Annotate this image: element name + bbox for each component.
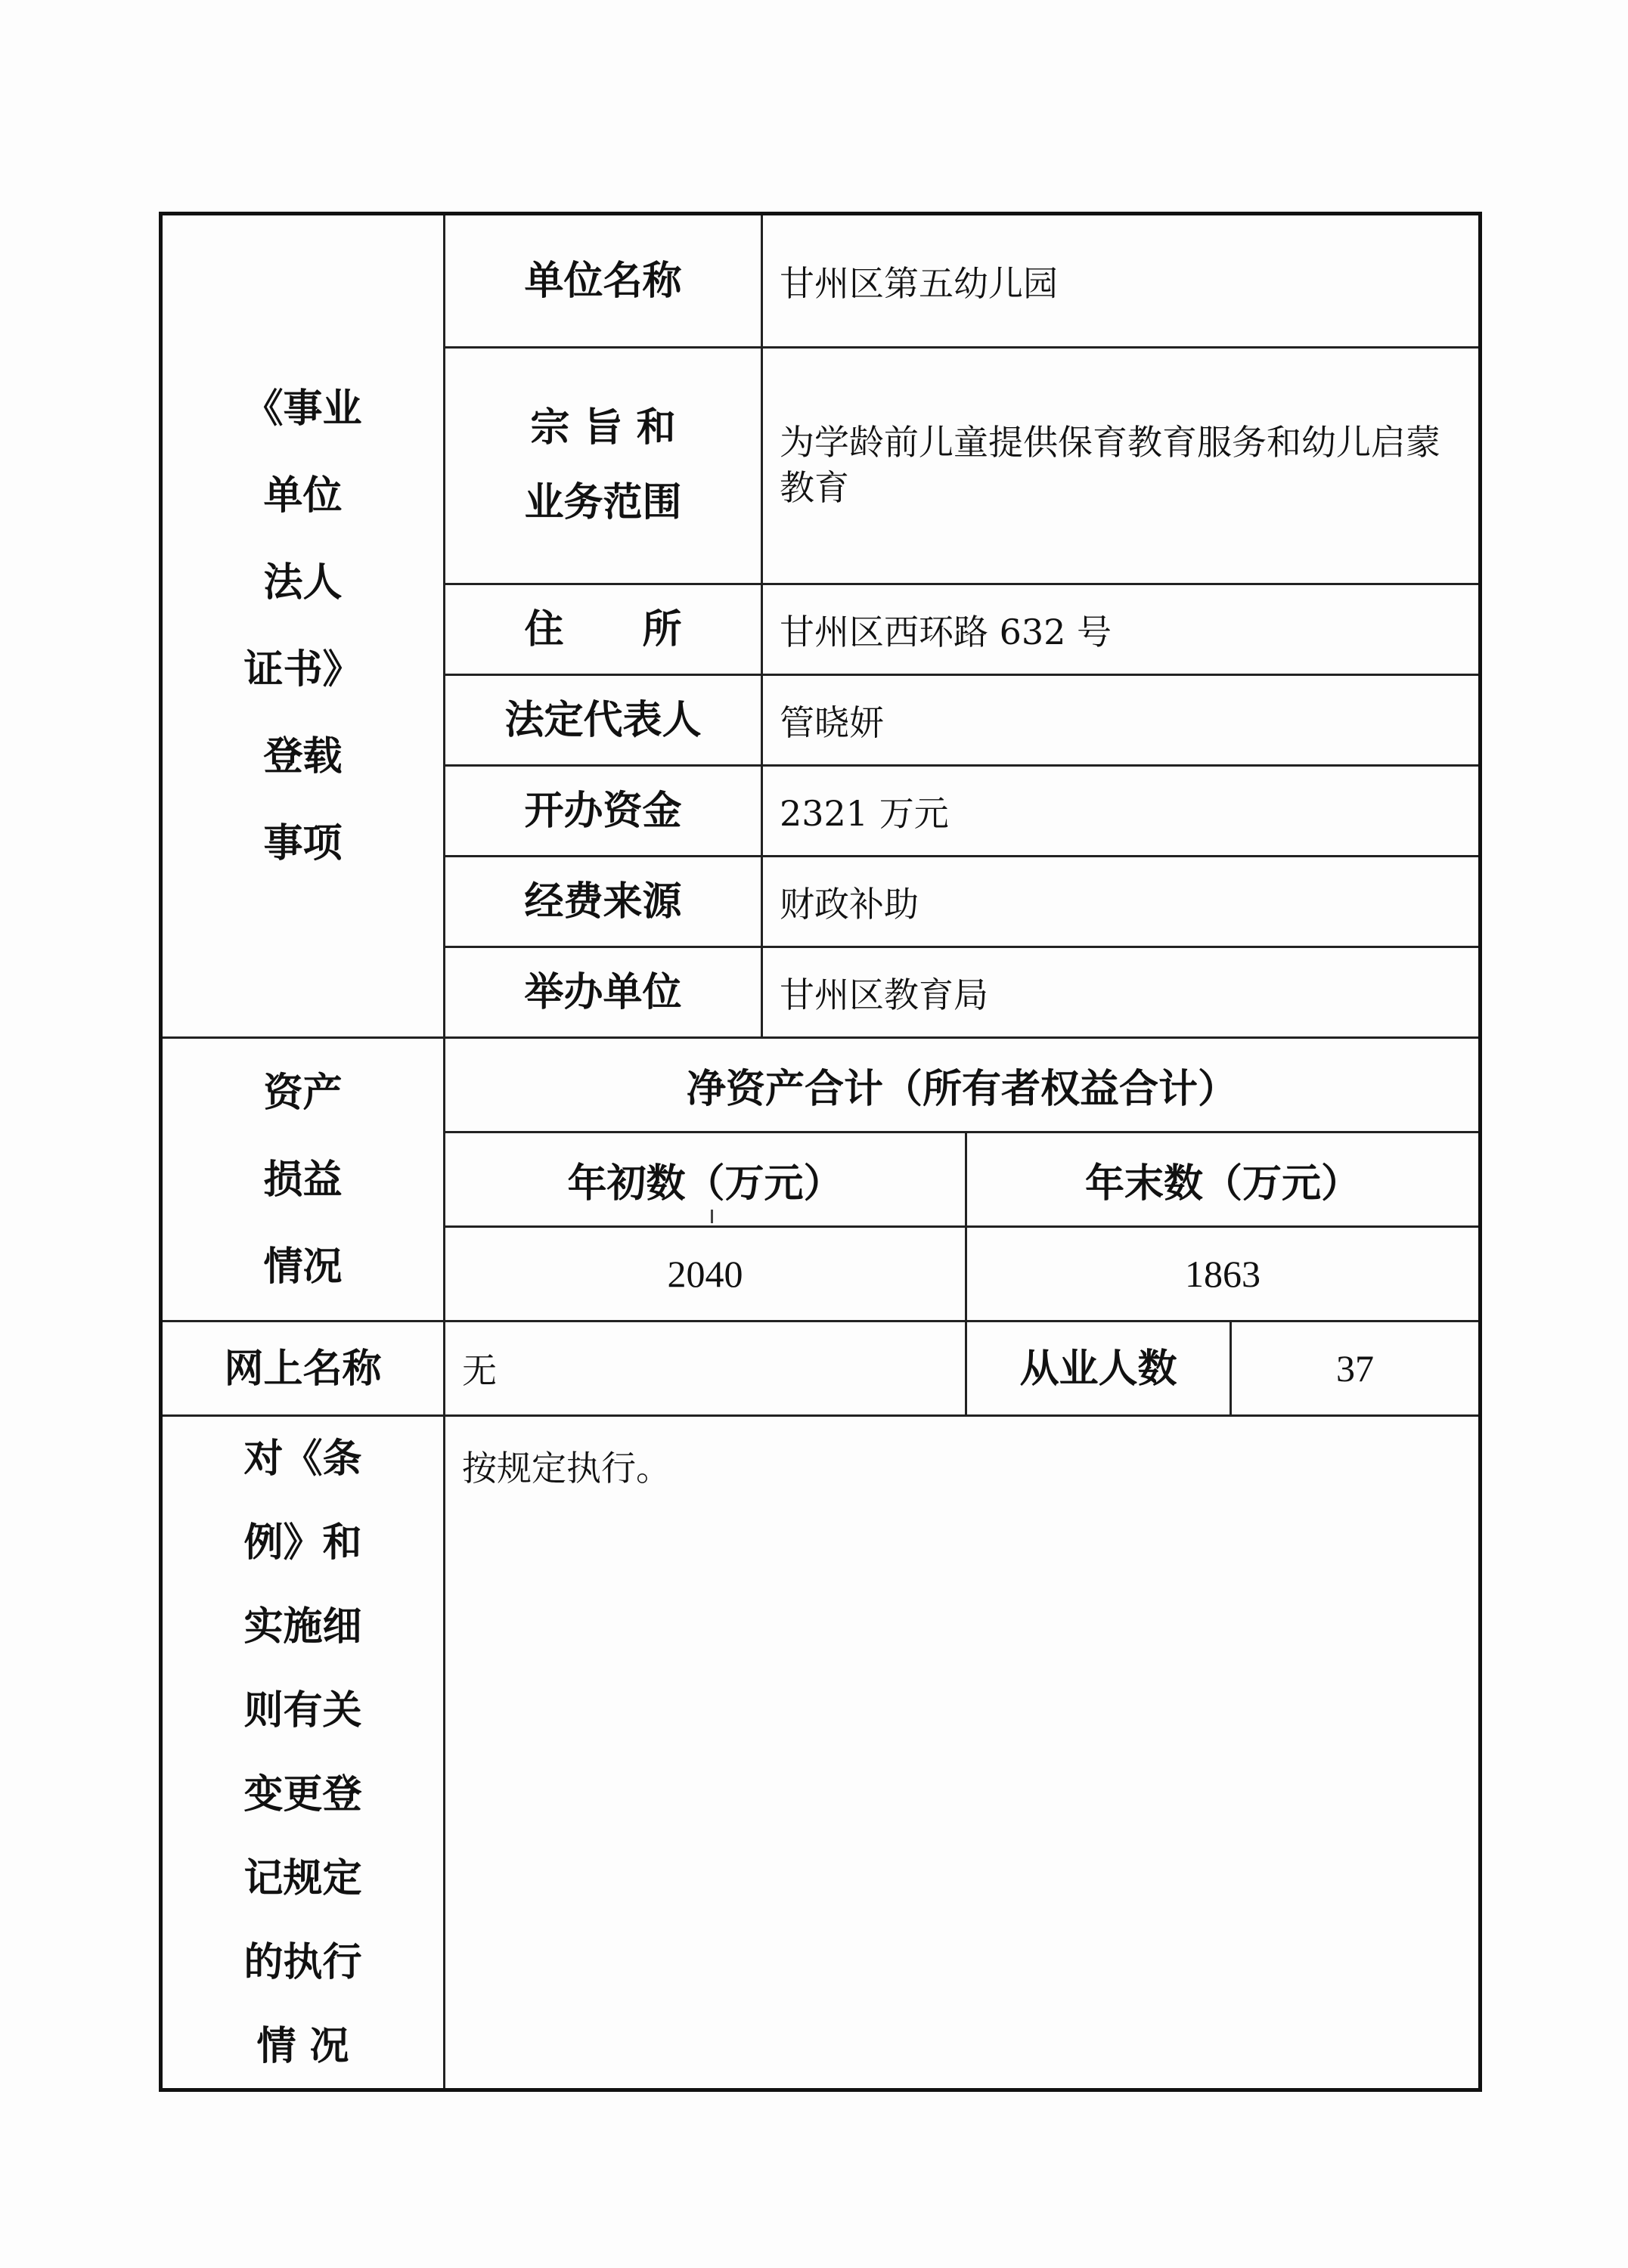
end-year-label: 年末数（万元） bbox=[966, 1132, 1481, 1227]
capital-label: 开办资金 bbox=[445, 766, 762, 857]
unit-name-label: 单位名称 bbox=[445, 214, 762, 348]
staff-count-label: 从业人数 bbox=[966, 1321, 1231, 1416]
assets-section-label: 资产 损益 情况 bbox=[161, 1038, 445, 1321]
sponsor-label: 举办单位 bbox=[445, 947, 762, 1038]
end-year-value: 1863 bbox=[966, 1227, 1481, 1321]
legal-rep-value: 管晓妍 bbox=[762, 675, 1481, 766]
execution-section-label: 对《条 例》和 实施细 则有关 变更登 记规定 的执行 情 况 bbox=[161, 1416, 445, 2090]
row-online-name bbox=[161, 1321, 1481, 1416]
purpose-label: 宗 旨 和 业务范围 bbox=[445, 348, 762, 584]
online-name-value: 无 bbox=[445, 1321, 966, 1416]
registration-form-table bbox=[159, 212, 1482, 2092]
funding-label: 经费来源 bbox=[445, 857, 762, 947]
funding-value: 财政补助 bbox=[762, 857, 1481, 947]
row-execution bbox=[161, 1416, 1481, 2090]
begin-year-label: 年初数（万元） bbox=[445, 1132, 966, 1227]
purpose-value: 为学龄前儿童提供保育教育服务和幼儿启蒙教育 bbox=[762, 348, 1481, 584]
address-label: 住 所 bbox=[445, 584, 762, 675]
unit-name-value: 甘州区第五幼儿园 bbox=[762, 214, 1481, 348]
capital-value: 2321 万元 bbox=[762, 766, 1481, 857]
begin-year-value: 2040 bbox=[445, 1227, 966, 1321]
execution-value: 按规定执行。 bbox=[445, 1416, 1481, 2090]
registry-section-label: 《事业 单位 法人 证书》 登载 事项 bbox=[161, 214, 445, 1038]
sponsor-value: 甘州区教育局 bbox=[762, 947, 1481, 1038]
net-assets-header: 净资产合计（所有者权益合计） bbox=[445, 1038, 1481, 1132]
row-unit-name bbox=[161, 214, 1481, 348]
address-value: 甘州区西环路 632 号 bbox=[762, 584, 1481, 675]
legal-rep-label: 法定代表人 bbox=[445, 675, 762, 766]
row-assets-header bbox=[161, 1038, 1481, 1132]
staff-count-value: 37 bbox=[1231, 1321, 1481, 1416]
online-name-label: 网上名称 bbox=[161, 1321, 445, 1416]
